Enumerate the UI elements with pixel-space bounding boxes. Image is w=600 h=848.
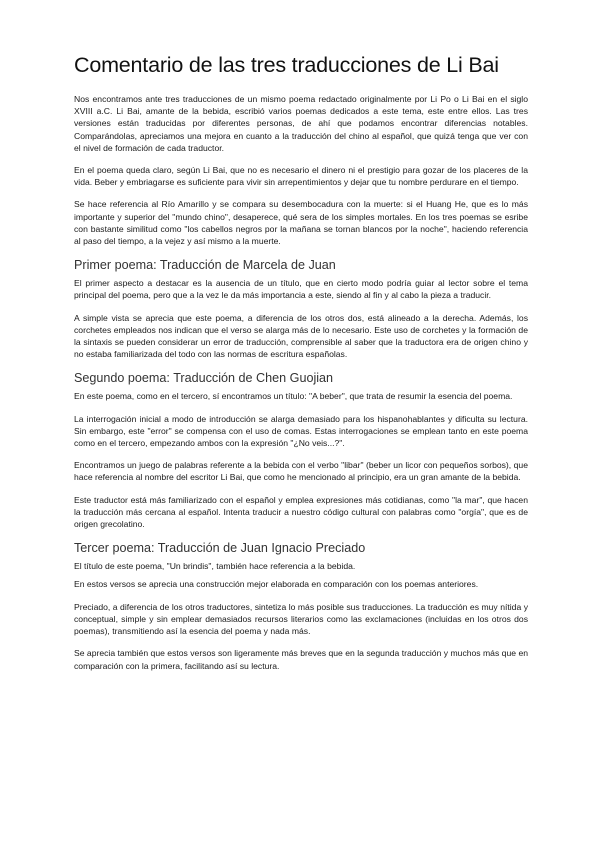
section-primer-poema: [74, 257, 528, 360]
section-paragraph: La interrogación inicial a modo de introducción se alarga demasiado para los hispanohablantes y dificulta su lectura. Sin embargo, este "error" se compensa con el uso de comas. Estas interrogaciones se emplean tanto en este poema como en el tercero, empezando ambos con la expresión "¿No veis...?".: [74, 413, 528, 449]
section-paragraph: En este poema, como en el tercero, sí encontramos un título: "A beber", que trata de resumir la esencia del poema.: [74, 391, 513, 402]
section-paragraph: En estos versos se aprecia una construcción mejor elaborada en comparación con los poemas anteriores.: [74, 579, 479, 590]
intro-paragraph: Nos encontramos ante tres traducciones de un mismo poema redactado originalmente por Li Po o Li Bai en el siglo XVIII a.C. Li Bai, amante de la bebida, escribió varios poemas dedicados a este tema, este entre ellos. Las tres versiones están traducidas por diferentes personas, de ahí que podamos encontrar diferencias notables. Comparándolas, apreciamos una mejora en cuanto a la traducción del chino al español, que quizá tenga que ver con el nivel de formación de cada traductor.: [74, 94, 528, 153]
section-paragraph: El primer aspecto a destacar es la ausencia de un título, que en cierto modo podría guiar al lector sobre el tema principal del poema, pero que a la vez le da más importancia a este, siendo al fin y al cabo la pieza a traducir.: [74, 278, 528, 301]
document-page: [74, 52, 528, 682]
section-paragraph: Encontramos un juego de palabras referente a la bebida con el verbo "libar" (beber un licor con pequeños sorbos), que hace referencia al nombre del escritor Li Bai, que como he mencionado al principio, era un gran amante de la bebida.: [74, 460, 528, 483]
section-heading: Primer poema: Traducción de Marcela de Juan: [74, 258, 336, 273]
section-paragraph: A simple vista se aprecia que este poema, a diferencia de los otros dos, está alineado a la derecha. Además, los corchetes empleados nos indican que el verso se alarga más de lo necesario. Este uso de corchetes y la formación de la sintaxis se pueden considerar un error de traducción, comprensible al saber que la traductora era de origen chino y no estaba familiarizada del todo con las normas de escritura españolas.: [74, 312, 528, 360]
intro-paragraph: Se hace referencia al Río Amarillo y se compara su desembocadura con la muerte: si el Huang He, que es lo más importante y superior del "mundo chino", desaperece, qué sera de los simples mortales. En los tres poemas se esribe con bastante similitud como "los cabellos negros por la mañana se tornan blancos por la noche", haciendo referencia al paso del tiempo, a la vejez y así mismo a la muerte.: [74, 199, 528, 247]
section-heading: Tercer poema: Traducción de Juan Ignacio Preciado: [74, 541, 366, 556]
section-paragraph: Preciado, a diferencia de los otros traductores, sintetiza lo más posible sus traducciones. La traducción es muy nítida y conceptual, simple y sin emplear demasiados recursos literarios como las exclamaciones (incluidas en los otros dos poemas), transmitiendo así la esencia del poema y nada más.: [74, 601, 528, 637]
section-segundo-poema: [74, 370, 528, 530]
document-title: Comentario de las tres traducciones de Li Bai: [74, 53, 499, 77]
section-paragraph: El título de este poema, "Un brindis", también hace referencia a la bebida.: [74, 561, 356, 572]
section-heading: Segundo poema: Traducción de Chen Guojian: [74, 371, 334, 386]
section-paragraph: Este traductor está más familiarizado con el español y emplea expresiones más cotidianas, como "la mar", que hacen la traducción más cercana al español. Intenta traducir a nuestro código cultural con palabras como "orgía", que es de origen grecolatino.: [74, 494, 528, 530]
intro-paragraph: En el poema queda claro, según Li Bai, que no es necesario el dinero ni el prestigio para gozar de los placeres de la vida. Beber y embriagarse es suficiente para vivir sin arrepentimientos y dejar que tu nombre perdurare en el tiempo.: [74, 165, 528, 188]
section-tercer-poema: [74, 540, 528, 671]
section-paragraph: Se aprecia también que estos versos son ligeramente más breves que en la segunda traducción y muchos más que en comparación con la primera, facilitando así su lectura.: [74, 648, 528, 671]
